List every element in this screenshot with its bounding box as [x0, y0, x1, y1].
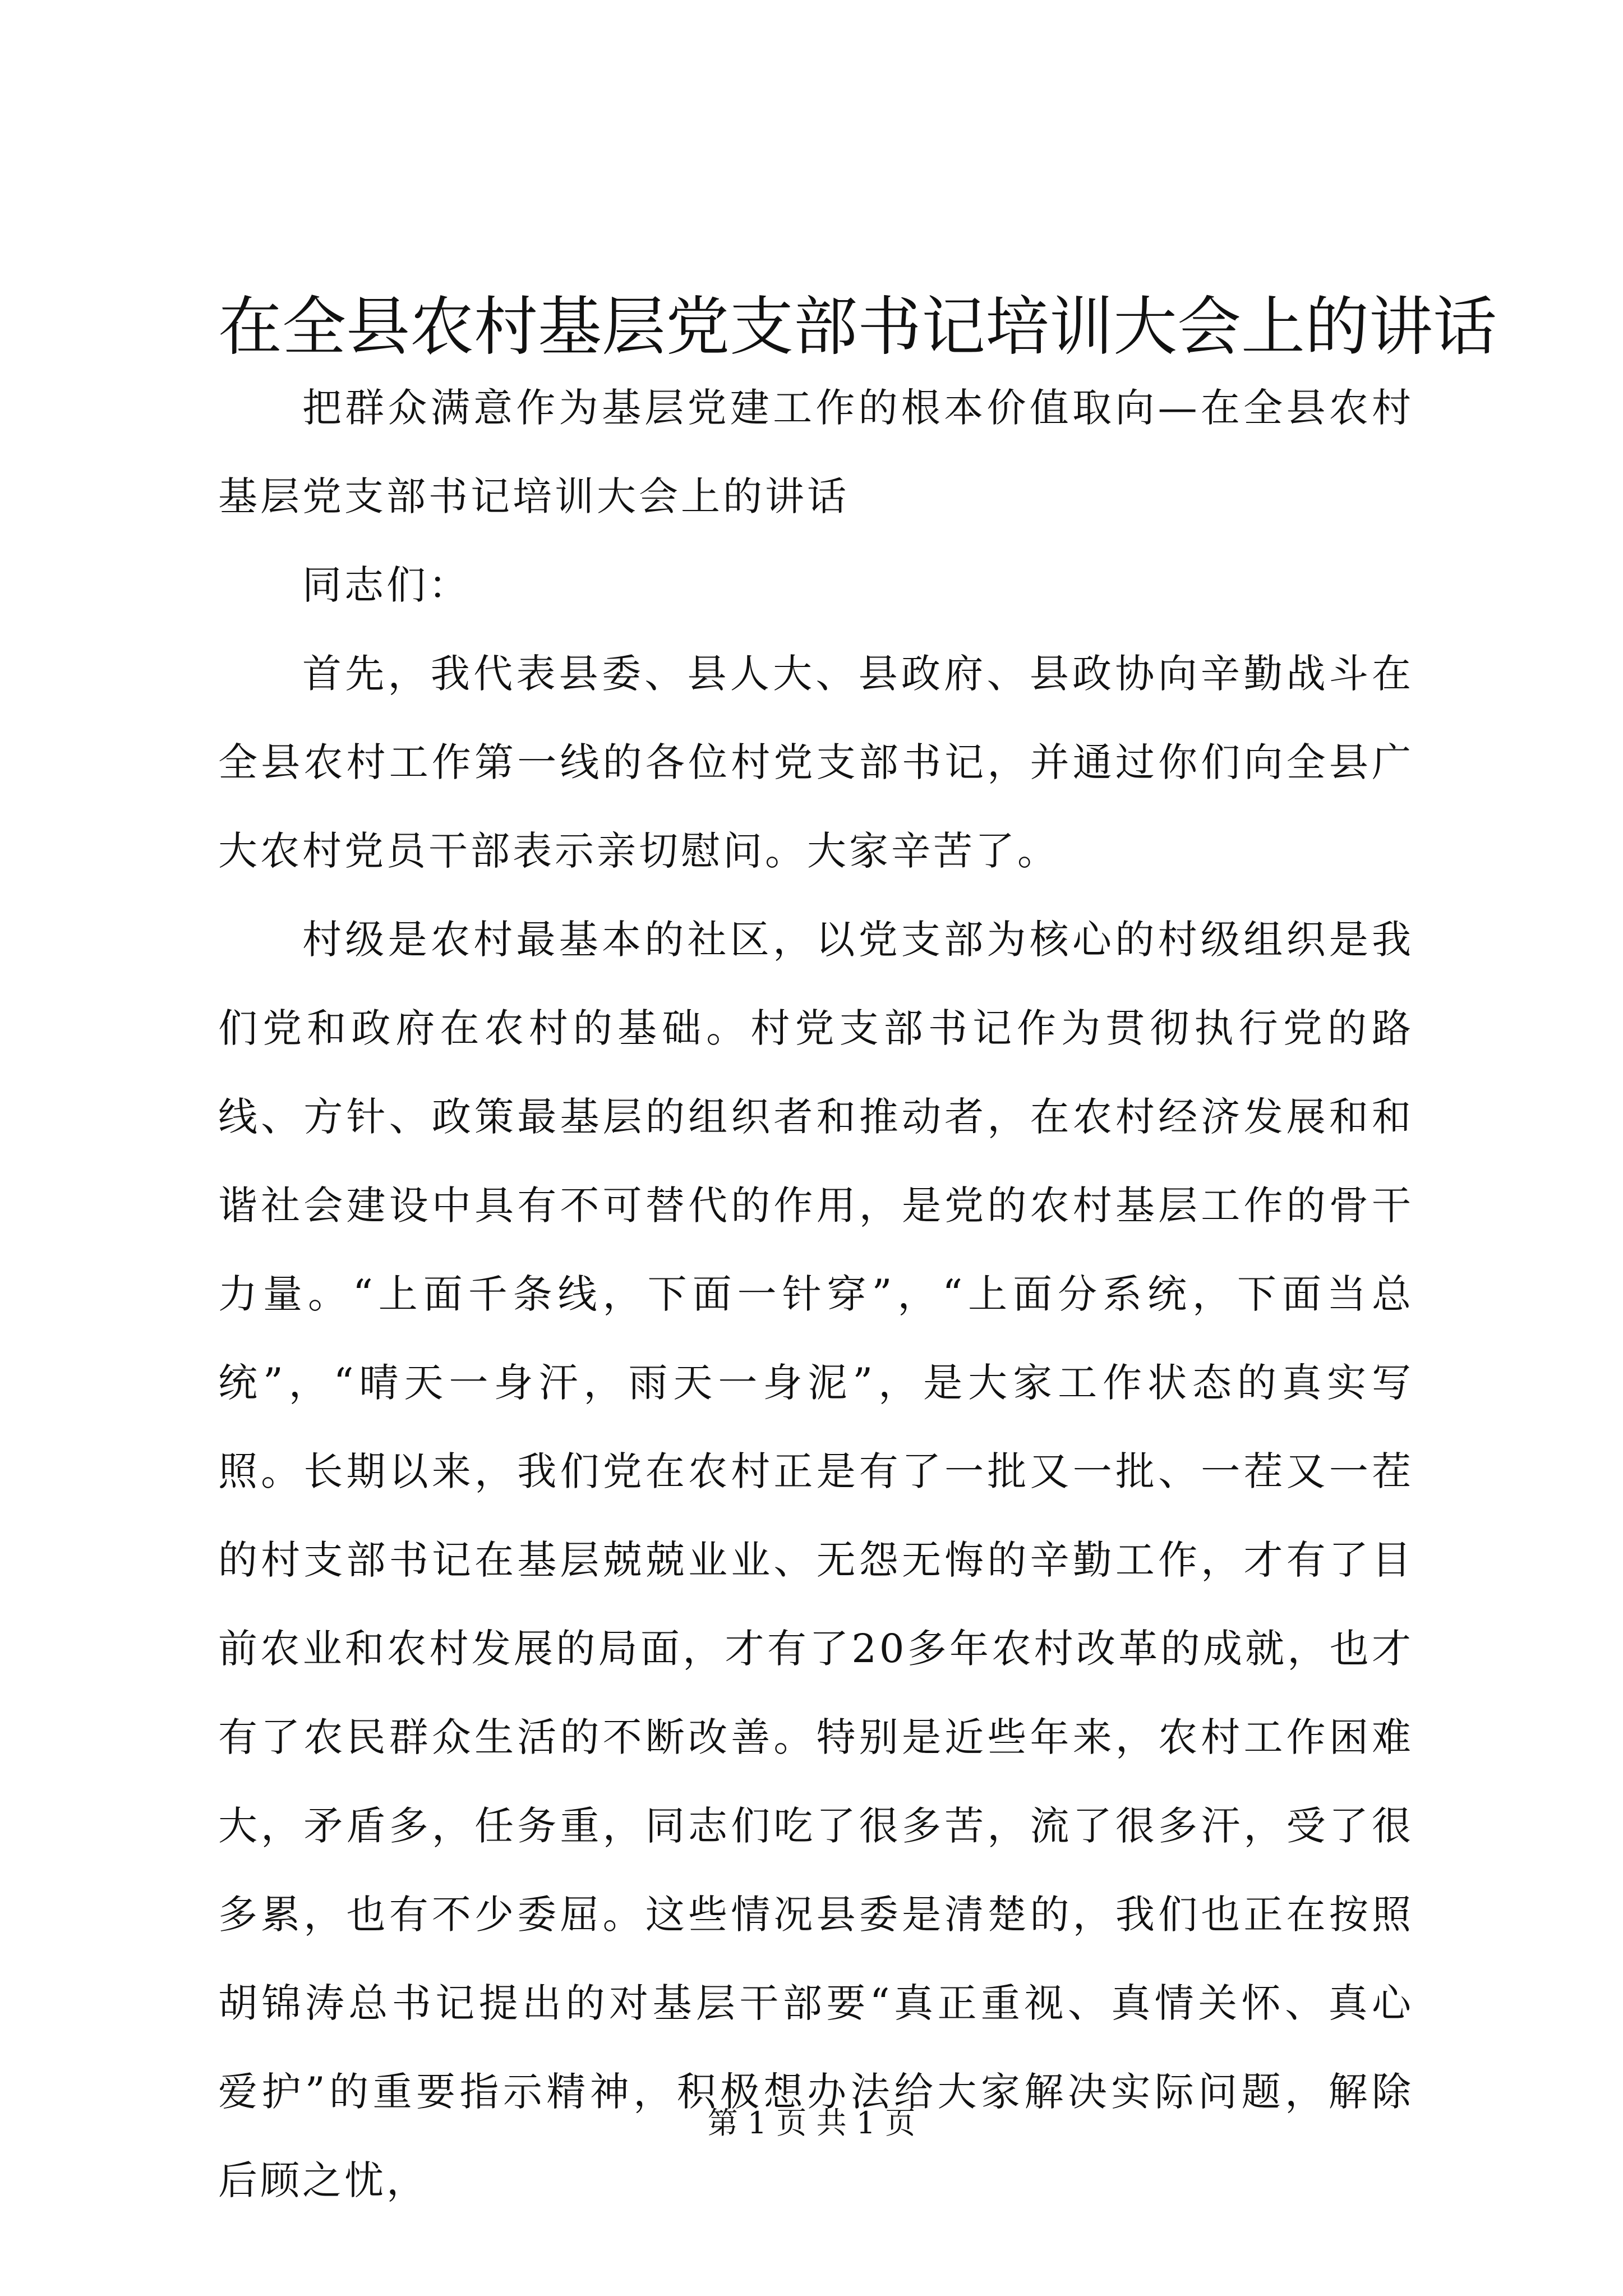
- salutation-paragraph: 同志们：: [302, 562, 471, 608]
- page-footer: 第 1 页 共 1 页: [707, 2105, 916, 2141]
- greeting-paragraph: 首先，我代表县委、县人大、县政府、县政协向辛勤战斗在全县农村工作第一线的各位村党支部书记，并通过你们向全县广大农村党员干部表示亲切慰问。大家辛苦了。: [218, 651, 1414, 874]
- document-body: [218, 364, 1414, 2225]
- document-title: 在全县农村基层党支部书记培训大会上的讲话: [218, 289, 1497, 364]
- subtitle-paragraph: 把群众满意作为基层党建工作的根本价值取向—在全县农村基层党支部书记培训大会上的讲话: [218, 385, 1414, 519]
- body-paragraph: 村级是农村最基本的社区，以党支部为核心的村级组织是我们党和政府在农村的基础。村党支部书记作为贯彻执行党的路线、方针、政策最基层的组织者和推动者，在农村经济发展和和谐社会建设中具有不可替代的作用，是党的农村基层工作的骨干力量。“上面千条线，下面一针穿”，“上面分系统，下面当总统”，“晴天一身汗，雨天一身泥”，是大家工作状态的真实写照。长期以来，我们党在农村正是有了一批又一批、一茬又一茬的村支部书记在基层兢兢业业、无怨无悔的辛勤工作，才有了目前农业和农村发展的局面，才有了20多年农村改革的成就，也才有了农民群众生活的不断改善。特别是近些年来，农村工作困难大，矛盾多，任务重，同志们吃了很多苦，流了很多汗，受了很多累，也有不少委屈。这些情况县委是清楚的，我们也正在按照胡锦涛总书记提出的对基层干部要“真正重视、真情关怀、真心爱护”的重要指示精神，积极想办法给大家解决实际问题，解除后顾之忧，: [218, 917, 1414, 2203]
